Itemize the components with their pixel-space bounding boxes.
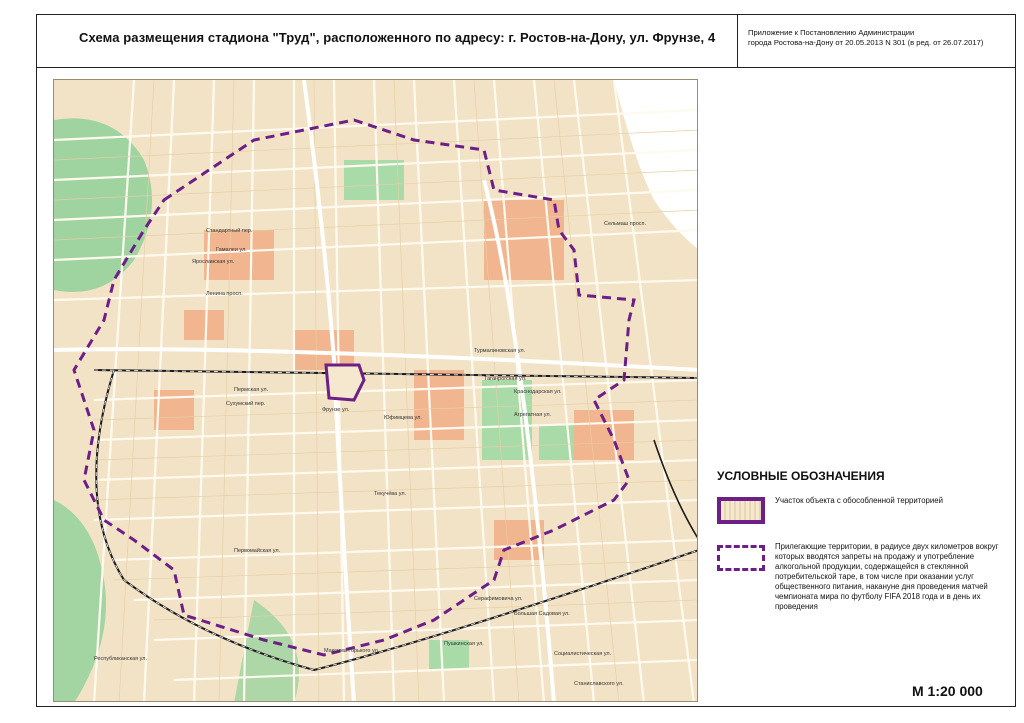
map-label: Ярославская ул. — [192, 259, 235, 265]
map-label: Сельмаш просп. — [604, 221, 647, 227]
map-sheet — [36, 14, 1016, 707]
map-label: Первомайская ул. — [234, 548, 281, 554]
map-label: Серафимовича ул. — [474, 596, 523, 602]
stadium-plot — [326, 365, 364, 400]
map-label: Ленина просп. — [206, 291, 243, 297]
legend-swatch-plot — [717, 497, 765, 524]
legend-title: УСЛОВНЫЕ ОБОЗНАЧЕНИЯ — [717, 469, 885, 483]
city-map — [53, 79, 698, 702]
map-label: Фрунзе ул. — [322, 407, 350, 413]
city-map-canvas — [54, 80, 698, 702]
appendix-line-2: города Ростова-на-Дону от 20.05.2013 N 301 (в ред. от 26.07.2017) — [748, 38, 984, 47]
map-label: Пермская ул. — [234, 387, 269, 393]
map-label: Агрегатная ул. — [514, 412, 552, 418]
map-label: Пушкинская ул. — [444, 641, 484, 647]
legend-text-boundary: Прилегающие территории, в радиусе двух километров вокруг которых вводятся запреты на продажу и употребление алкогольной продукции, содержащейся в стеклянной потребительской таре, в том числе при оказании услуг общественного питания, накануне дня проведения матчей чемпионата мира по футболу FIFA 2018 года и в день их проведения — [775, 542, 999, 611]
map-label: Стандартный пер. — [206, 228, 253, 234]
map-label: Турмалиновская ул. — [474, 348, 526, 354]
map-label: Станиславского ул. — [574, 681, 624, 687]
map-scale: М 1:20 000 — [912, 683, 983, 699]
map-label: Социалистическая ул. — [554, 651, 612, 657]
header-divider — [737, 15, 738, 67]
legend-text-plot: Участок объекта с обособленной территорией — [775, 496, 943, 505]
map-label: Максима Горького ул. — [324, 648, 380, 654]
map-label: Текучёва ул. — [374, 491, 407, 497]
appendix-line-1: Приложение к Постановлению Администрации — [748, 28, 915, 37]
map-title: Схема размещения стадиона "Труд", расположенного по адресу: г. Ростов-на-Дону, ул. Фрунзе, 4 — [79, 30, 716, 45]
map-label: Юфимцева ул. — [384, 415, 422, 421]
appendix-note — [748, 28, 1008, 48]
map-label: Гамалеи ул. — [216, 247, 247, 253]
map-label: Большая Садовая ул. — [514, 611, 570, 617]
industrial-zone-6 — [184, 310, 224, 340]
map-label: Краснодарская ул. — [514, 389, 562, 395]
legend-swatch-boundary — [717, 545, 765, 571]
header — [37, 15, 1015, 68]
park-east — [539, 425, 579, 460]
map-label: Таганрогская ул. — [484, 376, 527, 382]
map-label: Республиканская ул. — [94, 656, 148, 662]
map-label: Сухумский пер. — [226, 401, 266, 407]
industrial-zone-2 — [204, 230, 274, 280]
